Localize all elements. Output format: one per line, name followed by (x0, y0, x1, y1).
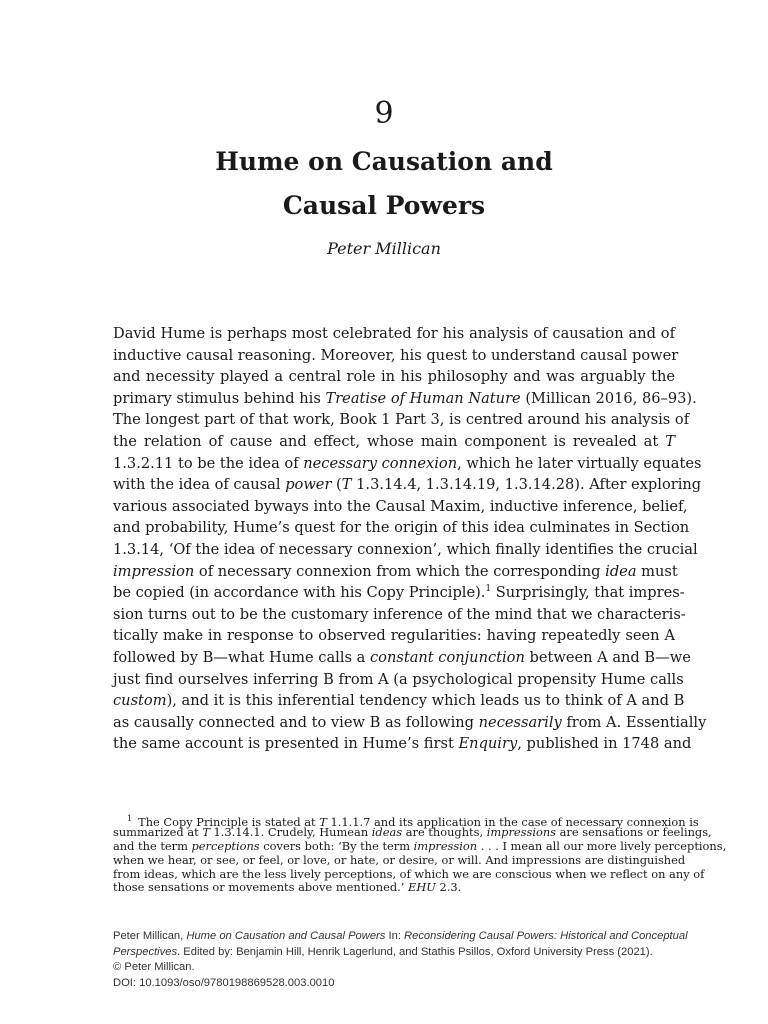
text-run: with the idea of causal (113, 476, 286, 494)
emphasis: impression (413, 838, 478, 853)
chapter-title-line-2: Causal Powers (282, 191, 486, 220)
text-run: between A and B—we (524, 648, 691, 666)
doi-line[interactable]: DOI: 10.1093/oso/9780198869528.003.0010 (113, 976, 335, 989)
emphasis: constant conjunction (369, 648, 525, 666)
citation-block (113, 929, 688, 991)
emphasis: necessary connexion (303, 454, 458, 472)
body-paragraph (113, 323, 707, 755)
text-run: . Edited by: Benjamin Hill, Henrik Lagerlund, and Stathis Psillos, Oxford University Press (2021). (177, 945, 653, 958)
text-run: the relation of cause and effect, whose main component is revealed at (113, 432, 666, 450)
footnote-line (113, 824, 712, 840)
chapter-number: 9 (374, 96, 394, 131)
abbrev-t: T (665, 432, 675, 450)
body-line (113, 712, 707, 734)
emphasis: perceptions (191, 838, 260, 853)
text-run: 1.3.14.4, 1.3.14.19, 1.3.14.28). After exploring (351, 476, 702, 494)
footnote-line (113, 812, 699, 829)
text-run: In: (385, 930, 405, 942)
abbrev-t: T (319, 814, 327, 829)
text-run: 1.3.14.1. Crudely, Humean (209, 824, 372, 839)
body-line: sion turns out to be the customary inference of the mind that we characteris- (113, 605, 686, 623)
body-line: just find ourselves inferring B from A (a psychological propensity Hume calls (113, 670, 684, 688)
book-title-enquiry: Enquiry (458, 735, 518, 753)
text-run: primary stimulus behind his (113, 389, 326, 407)
emphasis: impressions (486, 824, 557, 839)
footnote-line (113, 881, 675, 895)
emphasis: idea (605, 562, 637, 580)
emphasis: custom (113, 692, 167, 710)
body-line: The longest part of that work, Book 1 Part 3, is centred around his analysis of (113, 411, 690, 429)
emphasis: necessarily (478, 713, 562, 731)
body-line (113, 733, 692, 755)
body-line: and probability, Hume’s quest for the origin of this idea culminates in Section (113, 519, 690, 537)
body-line: and necessity played a central role in his philosophy and was arguably the (113, 368, 675, 386)
body-line: 1.3.14, ‘Of the idea of necessary connexion’, which finally identifies the crucial (113, 540, 698, 558)
footnote-reference[interactable]: 1 (485, 584, 492, 595)
text-run: . . . I mean all our more lively perceptions, (477, 838, 727, 853)
book-title-italic: Reconsidering Causal Powers: Historical and Conceptual (404, 930, 688, 942)
body-line (113, 431, 675, 453)
text-run: , published in 1748 and (517, 735, 692, 753)
text-run: of necessary connexion from which the corresponding (194, 562, 606, 580)
footnote-line (113, 838, 727, 854)
text-run: ( (331, 476, 342, 494)
emphasis: ideas (371, 824, 403, 839)
text-run: Surprisingly, that impres- (491, 584, 685, 602)
abbrev-t: T (202, 824, 210, 839)
text-run: followed by B—what Hume calls a (113, 648, 370, 666)
citation-line (113, 929, 688, 945)
author-name: Peter Millican (327, 239, 441, 258)
text-run: summarized at (113, 824, 203, 839)
text-run: 1.1.1.7 and its application in the case of necessary connexion is (326, 814, 699, 829)
text-run: are thoughts, (402, 824, 487, 839)
body-line (113, 474, 702, 496)
text-run: covers both: ‘By the term (259, 838, 414, 853)
body-line (113, 388, 697, 410)
chapter-title-italic: Hume on Causation and Causal Powers (186, 930, 386, 942)
text-run: ), and it is this inferential tendency which leads us to think of A and B (166, 692, 685, 710)
emphasis: power (285, 476, 332, 494)
footnote-line: when we hear, or see, or feel, or love, or hate, or desire, or will. And impressions are distinguished (113, 852, 686, 867)
text-run: The Copy Principle is stated at (138, 814, 320, 829)
body-line (113, 582, 685, 604)
emphasis: impression (113, 562, 195, 580)
text-run: and the term (113, 838, 192, 853)
body-line: various associated byways into the Causal Maxim, inductive inference, belief, (113, 497, 688, 515)
text-run: , which he later virtually equates (457, 454, 702, 472)
book-title-italic: Perspectives (113, 945, 178, 958)
footnote-marker: 1 (127, 814, 133, 823)
text-run: the same account is presented in Hume’s first (113, 735, 459, 753)
text-run: Peter Millican, (113, 930, 187, 942)
citation-line (113, 945, 675, 961)
body-line (113, 453, 702, 475)
body-line: tically make in response to observed regularities: having repeatedly seen A (113, 627, 675, 645)
text-run: (Millican 2016, 86–93). (520, 389, 697, 407)
abbrev-ehu: EHU (408, 880, 436, 895)
body-line: inductive causal reasoning. Moreover, his quest to understand causal power (113, 346, 679, 364)
text-run: those sensations or movements above mentioned.’ (113, 880, 409, 895)
text-run: 2.3. (435, 880, 462, 895)
footnote-line: from ideas, which are the less lively perceptions, of which we are conscious when we reflect on any of (113, 866, 705, 881)
text-run: 1.3.2.11 to be the idea of (113, 454, 304, 472)
text-run: be copied (in accordance with his Copy Principle). (113, 584, 486, 602)
chapter-title (0, 140, 768, 228)
footnote (113, 812, 727, 895)
body-line (113, 690, 685, 712)
body-line (113, 647, 691, 669)
text-run: are sensations or feelings, (556, 824, 712, 839)
text-run: as causally connected and to view B as following (113, 713, 479, 731)
text-run: must (636, 562, 678, 580)
copyright-line: © Peter Millican. (113, 961, 195, 973)
abbrev-t: T (341, 476, 352, 494)
chapter-title-line-1: Hume on Causation and (215, 147, 553, 176)
text-run: from A. Essentially (561, 713, 707, 731)
body-line: David Hume is perhaps most celebrated for his analysis of causation and of (113, 325, 675, 342)
body-line (113, 561, 678, 583)
book-title-treatise: Treatise of Human Nature (325, 389, 521, 407)
